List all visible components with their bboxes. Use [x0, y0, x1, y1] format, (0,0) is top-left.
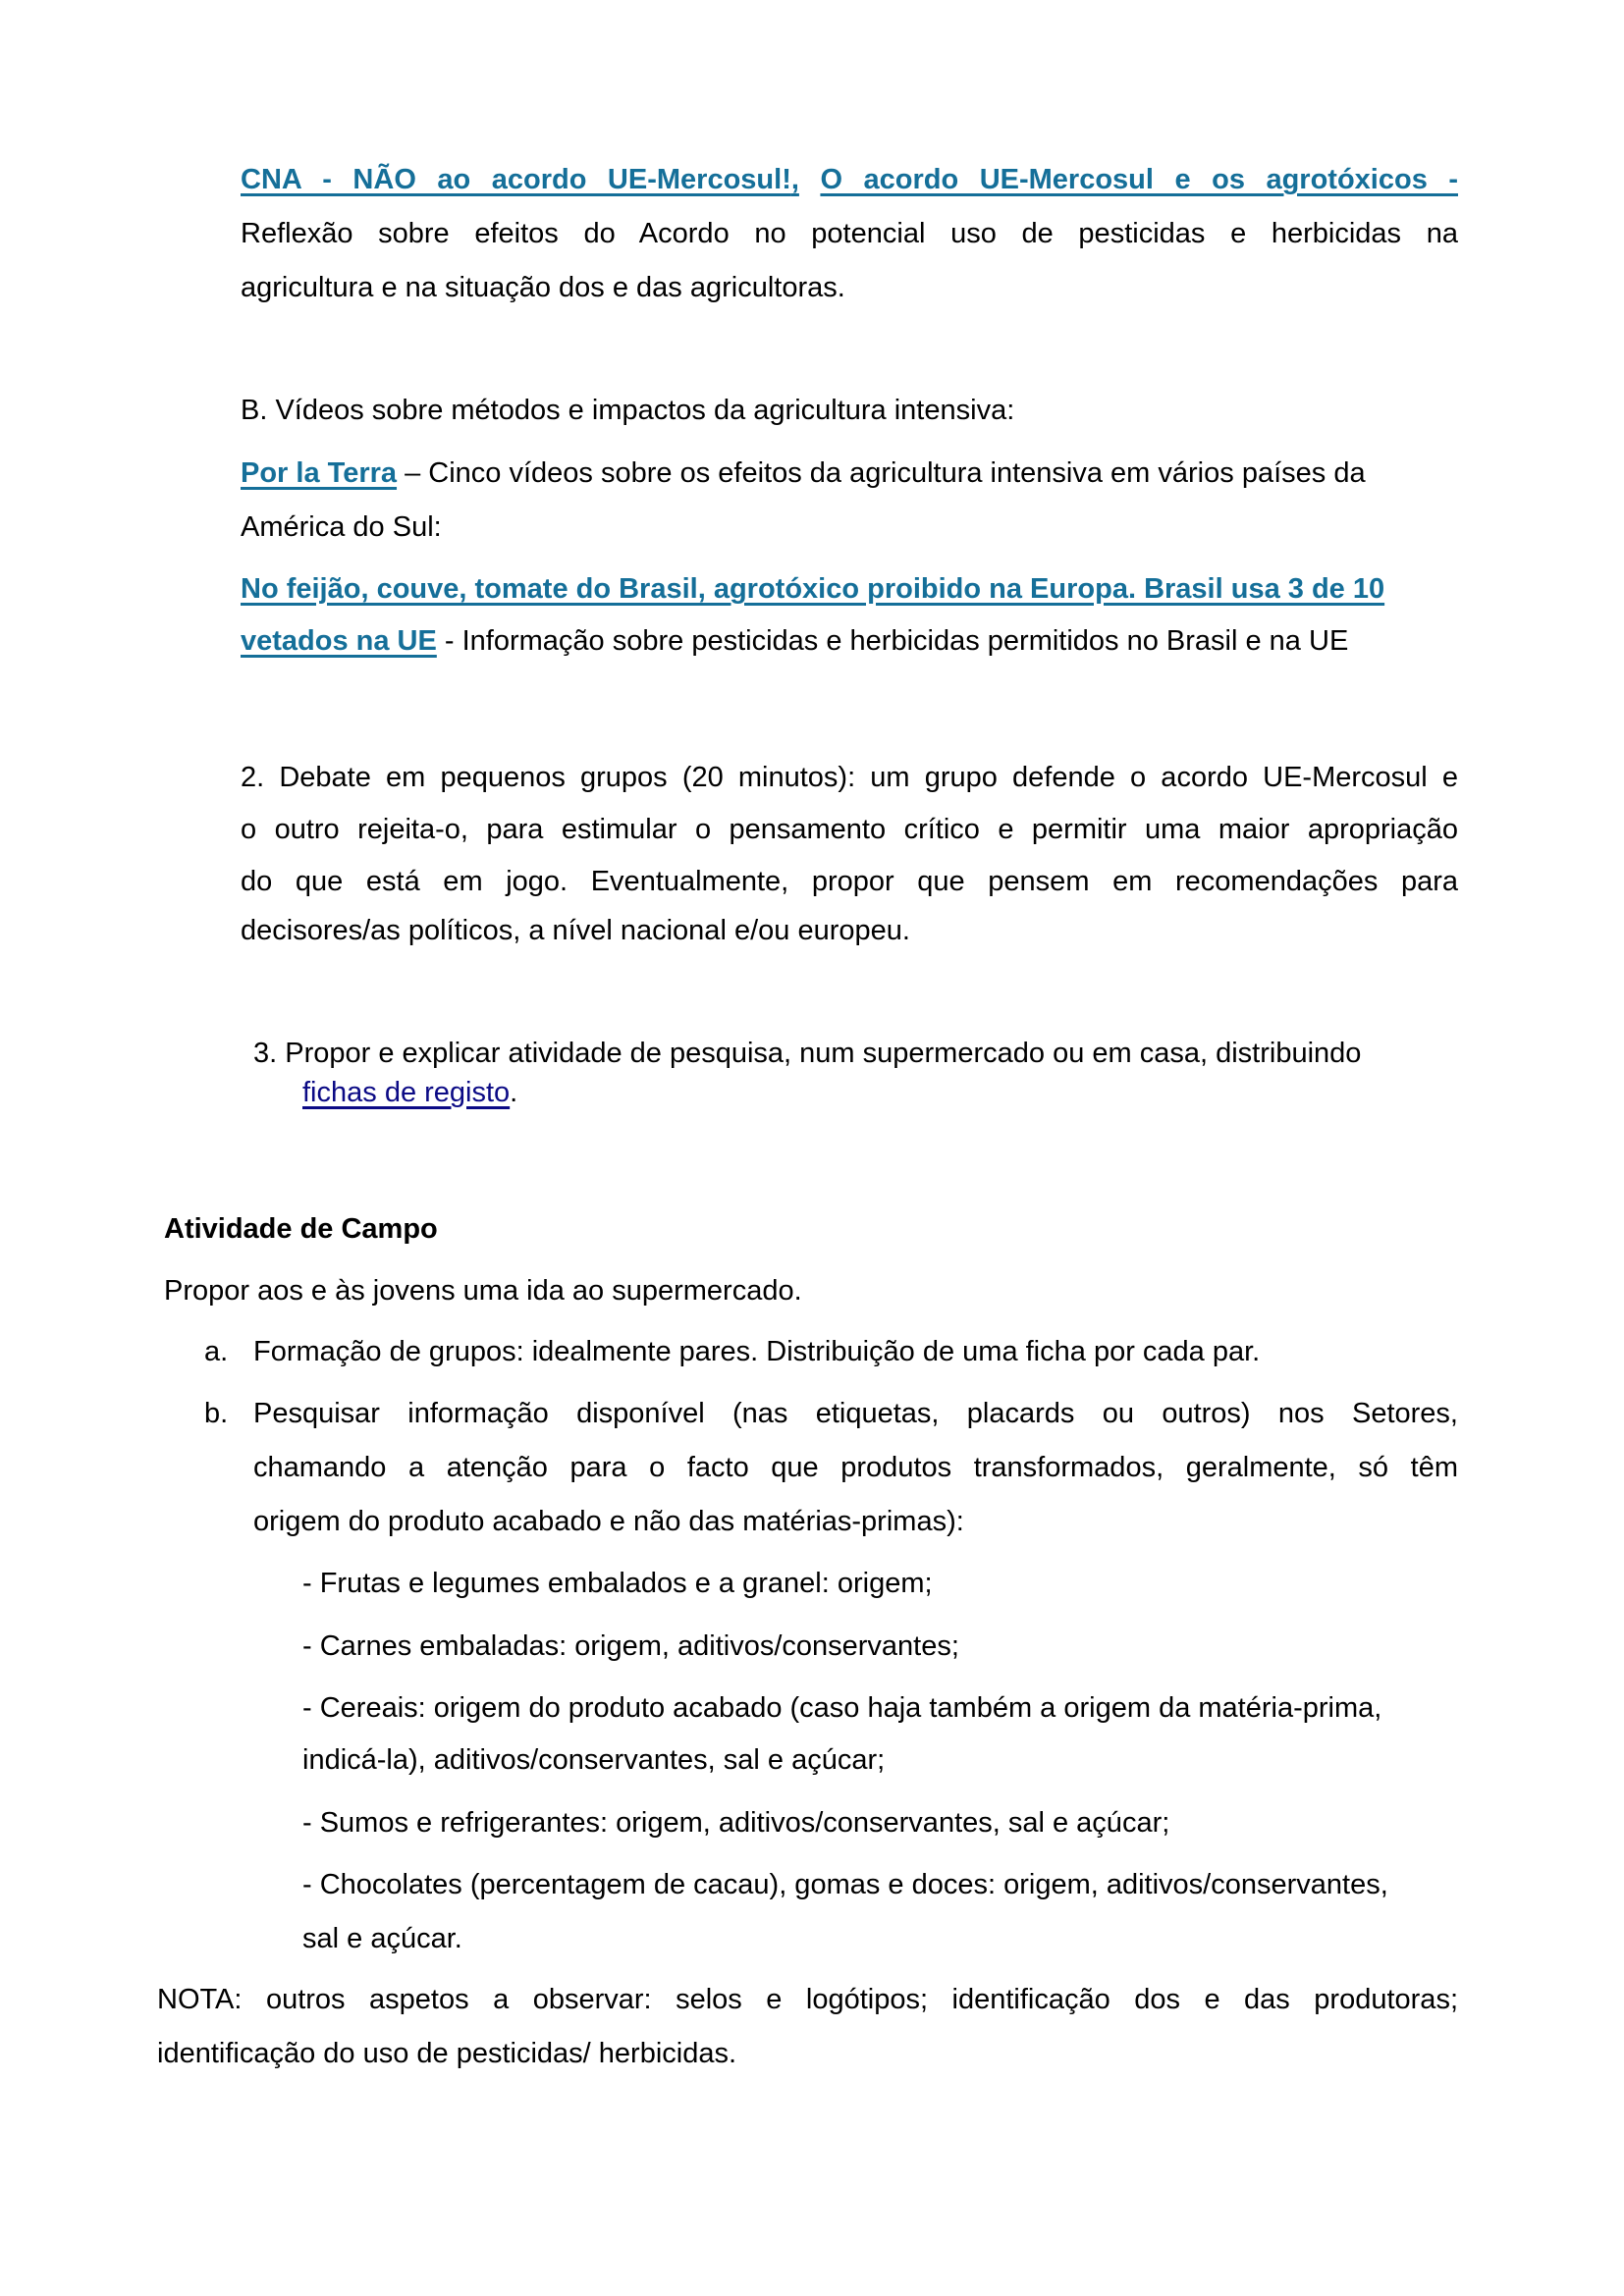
- step2-line3: do que está em jogo. Eventualmente, propor que pensem em recomendações para: [241, 866, 1458, 897]
- video-item-description: – Cinco vídeos sobre os efeitos da agricultura intensiva em vários países da: [397, 457, 1366, 489]
- step3-line1: 3. Propor e explicar atividade de pesquisa, num supermercado ou em casa, distribuindo: [253, 1038, 1362, 1069]
- sub-item-sumos: - Sumos e refrigerantes: origem, aditivos/conservantes, sal e açúcar;: [302, 1807, 1170, 1839]
- sub-item-chocolates-line2: sal e açúcar.: [302, 1923, 462, 1954]
- link-fichas-de-registo[interactable]: fichas de registo: [302, 1077, 511, 1108]
- link-feijao-agrotoxico[interactable]: No feijão, couve, tomate do Brasil, agrotóxico proibido na Europa. Brasil usa 3 de 10: [241, 573, 1385, 605]
- sub-item-frutas: - Frutas e legumes embalados e a granel: origem;: [302, 1568, 933, 1599]
- article-link-line2: [241, 623, 1348, 659]
- sub-item-cereais-line2: indicá-la), aditivos/conservantes, sal e açúcar;: [302, 1744, 886, 1776]
- step3-line2: [302, 1075, 517, 1110]
- section-b-heading: B. Vídeos sobre métodos e impactos da agricultura intensiva:: [241, 395, 1015, 426]
- list-item-b-line2: chamando a atenção para o facto que produtos transformados, geralmente, só têm: [253, 1452, 1458, 1483]
- step2-line2: o outro rejeita-o, para estimular o pensamento crítico e permitir uma maior apropriação: [241, 814, 1458, 845]
- article-description: - Informação sobre pesticidas e herbicidas permitidos no Brasil e na UE: [436, 625, 1349, 657]
- links-line: [241, 162, 1458, 197]
- step3-period: .: [510, 1077, 518, 1108]
- link-cna-nao-acordo[interactable]: CNA - NÃO ao acordo UE-Mercosul!: [241, 164, 791, 195]
- step2-line4: decisores/as políticos, a nível nacional e/ou europeu.: [241, 915, 910, 946]
- sub-item-cereais-line1: - Cereais: origem do produto acabado (caso haja também a origem da matéria-prima,: [302, 1692, 1382, 1724]
- link-por-la-terra[interactable]: Por la Terra: [241, 457, 398, 489]
- list-item-a: Formação de grupos: idealmente pares. Distribuição de uma ficha por cada par.: [253, 1336, 1261, 1367]
- links-description-line2: agricultura e na situação dos e das agricultoras.: [241, 272, 845, 303]
- link-vetados-na-ue[interactable]: vetados na UE: [241, 625, 437, 657]
- list-marker-b: b.: [204, 1398, 229, 1429]
- sub-item-carnes: - Carnes embaladas: origem, aditivos/conservantes;: [302, 1630, 959, 1662]
- list-item-b-line1: Pesquisar informação disponível (nas etiquetas, placards ou outros) nos Setores,: [253, 1398, 1458, 1429]
- article-link-line1: [241, 571, 1384, 607]
- link-acordo-agrotoxicos[interactable]: O acordo UE-Mercosul e os agrotóxicos -: [820, 164, 1458, 195]
- note-line2: identificação do uso de pesticidas/ herbicidas.: [157, 2038, 737, 2069]
- link-separator: ,: [790, 164, 799, 195]
- note-line1: NOTA: outros aspetos a observar: selos e logótipos; identificação dos e das produtoras;: [157, 1984, 1458, 2015]
- step2-line1: 2. Debate em pequenos grupos (20 minutos): um grupo defende o acordo UE-Mercosul e: [241, 762, 1458, 793]
- field-activity-heading: Atividade de Campo: [164, 1213, 438, 1245]
- links-description-line1: Reflexão sobre efeitos do Acordo no potencial uso de pesticidas e herbicidas na: [241, 218, 1458, 249]
- video-item-description-line2: América do Sul:: [241, 511, 442, 543]
- field-activity-intro: Propor aos e às jovens uma ida ao supermercado.: [164, 1275, 802, 1307]
- list-item-b-line3: origem do produto acabado e não das matérias-primas):: [253, 1506, 964, 1537]
- sub-item-chocolates-line1: - Chocolates (percentagem de cacau), gomas e doces: origem, aditivos/conservantes,: [302, 1869, 1388, 1900]
- video-item-por-la-terra: [241, 455, 1366, 491]
- list-marker-a: a.: [204, 1336, 229, 1367]
